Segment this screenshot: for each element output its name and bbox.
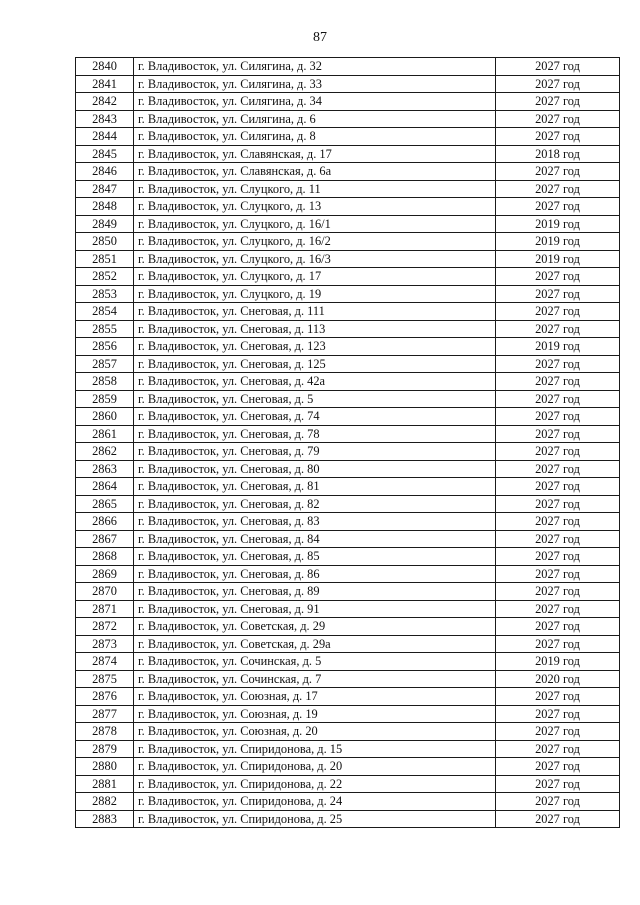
year-cell: 2019 год [496, 233, 620, 251]
address-cell: г. Владивосток, ул. Спиридонова, д. 24 [134, 793, 496, 811]
address-cell: г. Владивосток, ул. Славянская, д. 17 [134, 145, 496, 163]
address-cell: г. Владивосток, ул. Слуцкого, д. 16/1 [134, 215, 496, 233]
address-cell: г. Владивосток, ул. Снеговая, д. 111 [134, 303, 496, 321]
year-cell: 2027 год [496, 390, 620, 408]
row-number-cell: 2861 [76, 425, 134, 443]
address-cell: г. Владивосток, ул. Снеговая, д. 79 [134, 443, 496, 461]
address-cell: г. Владивосток, ул. Слуцкого, д. 13 [134, 198, 496, 216]
row-number-cell: 2864 [76, 478, 134, 496]
year-cell: 2027 год [496, 303, 620, 321]
year-cell: 2020 год [496, 670, 620, 688]
row-number-cell: 2878 [76, 723, 134, 741]
table-row [76, 285, 620, 303]
table-row [76, 670, 620, 688]
table-row [76, 635, 620, 653]
page-number: 87 [313, 30, 327, 45]
row-number-cell: 2844 [76, 128, 134, 146]
row-number-cell: 2881 [76, 775, 134, 793]
row-number-cell: 2882 [76, 793, 134, 811]
row-number-cell: 2868 [76, 548, 134, 566]
table-row [76, 758, 620, 776]
row-number-cell: 2841 [76, 75, 134, 93]
year-cell: 2027 год [496, 740, 620, 758]
table-row [76, 530, 620, 548]
table-row [76, 338, 620, 356]
year-cell: 2027 год [496, 128, 620, 146]
row-number-cell: 2851 [76, 250, 134, 268]
year-cell: 2027 год [496, 320, 620, 338]
year-cell: 2027 год [496, 93, 620, 111]
row-number-cell: 2856 [76, 338, 134, 356]
year-cell: 2027 год [496, 548, 620, 566]
table-row [76, 268, 620, 286]
year-cell: 2027 год [496, 163, 620, 181]
row-number-cell: 2879 [76, 740, 134, 758]
row-number-cell: 2843 [76, 110, 134, 128]
address-cell: г. Владивосток, ул. Силягина, д. 6 [134, 110, 496, 128]
row-number-cell: 2874 [76, 653, 134, 671]
table-row [76, 163, 620, 181]
table-row [76, 600, 620, 618]
table-row [76, 355, 620, 373]
table-row [76, 495, 620, 513]
address-cell: г. Владивосток, ул. Силягина, д. 8 [134, 128, 496, 146]
table-row [76, 548, 620, 566]
row-number-cell: 2842 [76, 93, 134, 111]
address-cell: г. Владивосток, ул. Советская, д. 29а [134, 635, 496, 653]
year-cell: 2027 год [496, 408, 620, 426]
table-row [76, 478, 620, 496]
address-cell: г. Владивосток, ул. Слуцкого, д. 16/2 [134, 233, 496, 251]
address-cell: г. Владивосток, ул. Снеговая, д. 84 [134, 530, 496, 548]
row-number-cell: 2863 [76, 460, 134, 478]
address-cell: г. Владивосток, ул. Снеговая, д. 123 [134, 338, 496, 356]
table-row [76, 618, 620, 636]
year-cell: 2027 год [496, 58, 620, 76]
table-row [76, 688, 620, 706]
address-cell: г. Владивосток, ул. Сочинская, д. 5 [134, 653, 496, 671]
row-number-cell: 2857 [76, 355, 134, 373]
year-cell: 2027 год [496, 180, 620, 198]
row-number-cell: 2880 [76, 758, 134, 776]
row-number-cell: 2848 [76, 198, 134, 216]
row-number-cell: 2871 [76, 600, 134, 618]
address-cell: г. Владивосток, ул. Спиридонова, д. 15 [134, 740, 496, 758]
address-cell: г. Владивосток, ул. Снеговая, д. 86 [134, 565, 496, 583]
address-cell: г. Владивосток, ул. Снеговая, д. 5 [134, 390, 496, 408]
year-cell: 2019 год [496, 653, 620, 671]
year-cell: 2027 год [496, 75, 620, 93]
address-cell: г. Владивосток, ул. Союзная, д. 19 [134, 705, 496, 723]
address-cell: г. Владивосток, ул. Спиридонова, д. 20 [134, 758, 496, 776]
year-cell: 2027 год [496, 810, 620, 828]
row-number-cell: 2867 [76, 530, 134, 548]
table-row [76, 233, 620, 251]
table-row [76, 58, 620, 76]
year-cell: 2027 год [496, 513, 620, 531]
address-cell: г. Владивосток, ул. Силягина, д. 33 [134, 75, 496, 93]
row-number-cell: 2877 [76, 705, 134, 723]
row-number-cell: 2854 [76, 303, 134, 321]
year-cell: 2019 год [496, 250, 620, 268]
year-cell: 2027 год [496, 495, 620, 513]
row-number-cell: 2847 [76, 180, 134, 198]
year-cell: 2027 год [496, 758, 620, 776]
address-cell: г. Владивосток, ул. Снеговая, д. 82 [134, 495, 496, 513]
address-cell: г. Владивосток, ул. Слуцкого, д. 17 [134, 268, 496, 286]
row-number-cell: 2840 [76, 58, 134, 76]
year-cell: 2027 год [496, 723, 620, 741]
year-cell: 2027 год [496, 355, 620, 373]
table-row [76, 373, 620, 391]
row-number-cell: 2883 [76, 810, 134, 828]
address-cell: г. Владивосток, ул. Снеговая, д. 80 [134, 460, 496, 478]
row-number-cell: 2855 [76, 320, 134, 338]
row-number-cell: 2872 [76, 618, 134, 636]
address-cell: г. Владивосток, ул. Советская, д. 29 [134, 618, 496, 636]
table-row [76, 565, 620, 583]
table-row [76, 198, 620, 216]
year-cell: 2027 год [496, 373, 620, 391]
row-number-cell: 2875 [76, 670, 134, 688]
row-number-cell: 2858 [76, 373, 134, 391]
year-cell: 2027 год [496, 268, 620, 286]
address-cell: г. Владивосток, ул. Сочинская, д. 7 [134, 670, 496, 688]
table-row [76, 128, 620, 146]
year-cell: 2027 год [496, 688, 620, 706]
address-cell: г. Владивосток, ул. Силягина, д. 32 [134, 58, 496, 76]
row-number-cell: 2876 [76, 688, 134, 706]
address-cell: г. Владивосток, ул. Снеговая, д. 89 [134, 583, 496, 601]
row-number-cell: 2869 [76, 565, 134, 583]
table-row [76, 443, 620, 461]
table-row [76, 653, 620, 671]
row-number-cell: 2865 [76, 495, 134, 513]
row-number-cell: 2866 [76, 513, 134, 531]
table-row [76, 320, 620, 338]
year-cell: 2027 год [496, 110, 620, 128]
year-cell: 2019 год [496, 215, 620, 233]
year-cell: 2027 год [496, 635, 620, 653]
address-cell: г. Владивосток, ул. Снеговая, д. 42а [134, 373, 496, 391]
table-row [76, 408, 620, 426]
year-cell: 2027 год [496, 198, 620, 216]
table-row [76, 303, 620, 321]
address-cell: г. Владивосток, ул. Снеговая, д. 85 [134, 548, 496, 566]
year-cell: 2027 год [496, 530, 620, 548]
table-row [76, 705, 620, 723]
address-cell: г. Владивосток, ул. Слуцкого, д. 16/3 [134, 250, 496, 268]
address-cell: г. Владивосток, ул. Силягина, д. 34 [134, 93, 496, 111]
year-cell: 2027 год [496, 618, 620, 636]
table-row [76, 583, 620, 601]
year-cell: 2027 год [496, 443, 620, 461]
table-row [76, 250, 620, 268]
address-cell: г. Владивосток, ул. Снеговая, д. 81 [134, 478, 496, 496]
year-cell: 2018 год [496, 145, 620, 163]
address-cell: г. Владивосток, ул. Снеговая, д. 78 [134, 425, 496, 443]
year-cell: 2019 год [496, 338, 620, 356]
year-cell: 2027 год [496, 775, 620, 793]
row-number-cell: 2850 [76, 233, 134, 251]
row-number-cell: 2845 [76, 145, 134, 163]
row-number-cell: 2852 [76, 268, 134, 286]
year-cell: 2027 год [496, 565, 620, 583]
table-row [76, 215, 620, 233]
row-number-cell: 2870 [76, 583, 134, 601]
address-cell: г. Владивосток, ул. Слуцкого, д. 19 [134, 285, 496, 303]
address-cell: г. Владивосток, ул. Союзная, д. 20 [134, 723, 496, 741]
address-cell: г. Владивосток, ул. Славянская, д. 6а [134, 163, 496, 181]
address-schedule-table [75, 57, 620, 828]
year-cell: 2027 год [496, 793, 620, 811]
year-cell: 2027 год [496, 705, 620, 723]
row-number-cell: 2859 [76, 390, 134, 408]
row-number-cell: 2849 [76, 215, 134, 233]
table-row [76, 425, 620, 443]
table-row [76, 793, 620, 811]
address-cell: г. Владивосток, ул. Снеговая, д. 83 [134, 513, 496, 531]
table-row [76, 145, 620, 163]
table-row [76, 723, 620, 741]
address-cell: г. Владивосток, ул. Слуцкого, д. 11 [134, 180, 496, 198]
year-cell: 2027 год [496, 600, 620, 618]
year-cell: 2027 год [496, 460, 620, 478]
table-row [76, 513, 620, 531]
address-cell: г. Владивосток, ул. Снеговая, д. 125 [134, 355, 496, 373]
table-row [76, 390, 620, 408]
table-row [76, 740, 620, 758]
table-row [76, 775, 620, 793]
table-row [76, 75, 620, 93]
year-cell: 2027 год [496, 478, 620, 496]
address-cell: г. Владивосток, ул. Союзная, д. 17 [134, 688, 496, 706]
year-cell: 2027 год [496, 583, 620, 601]
row-number-cell: 2846 [76, 163, 134, 181]
row-number-cell: 2873 [76, 635, 134, 653]
year-cell: 2027 год [496, 425, 620, 443]
address-cell: г. Владивосток, ул. Снеговая, д. 74 [134, 408, 496, 426]
year-cell: 2027 год [496, 285, 620, 303]
address-cell: г. Владивосток, ул. Спиридонова, д. 22 [134, 775, 496, 793]
address-cell: г. Владивосток, ул. Снеговая, д. 91 [134, 600, 496, 618]
table-row [76, 460, 620, 478]
table-row [76, 93, 620, 111]
table-row [76, 180, 620, 198]
table-body [76, 58, 620, 828]
row-number-cell: 2862 [76, 443, 134, 461]
table-row [76, 810, 620, 828]
address-cell: г. Владивосток, ул. Спиридонова, д. 25 [134, 810, 496, 828]
table-row [76, 110, 620, 128]
row-number-cell: 2860 [76, 408, 134, 426]
address-cell: г. Владивосток, ул. Снеговая, д. 113 [134, 320, 496, 338]
row-number-cell: 2853 [76, 285, 134, 303]
